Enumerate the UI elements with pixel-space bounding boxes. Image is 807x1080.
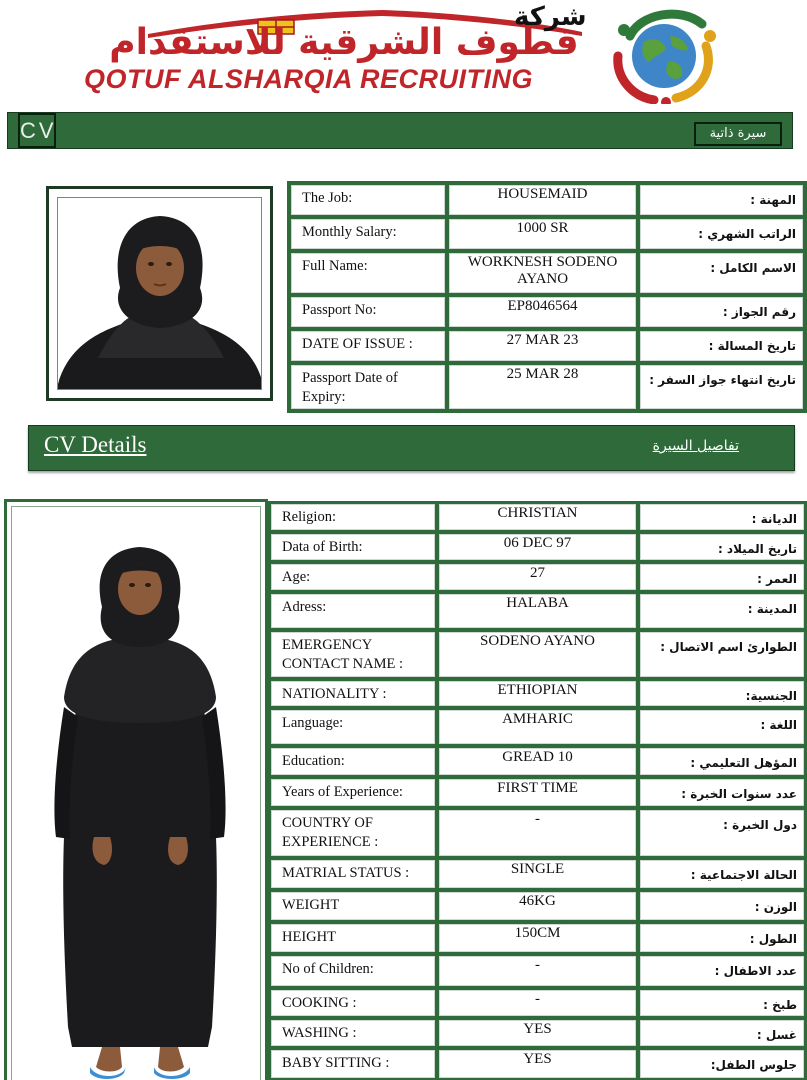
summary-value: WORKNESH SODENO AYANO bbox=[449, 253, 636, 293]
details-label-english: NATIONALITY : bbox=[271, 681, 435, 706]
details-value: CHRISTIAN bbox=[439, 504, 636, 530]
details-value: GREAD 10 bbox=[439, 748, 636, 775]
summary-label-arabic: رقم الجواز : bbox=[640, 297, 803, 327]
details-value: HALABA bbox=[439, 594, 636, 628]
portrait-photo bbox=[57, 197, 262, 390]
details-row bbox=[268, 810, 807, 858]
details-label-english: HEIGHT bbox=[271, 924, 435, 952]
details-label-arabic: الجنسية: bbox=[640, 681, 804, 706]
logo-arabic-name: قطوف الشرقية للاستقدام bbox=[109, 22, 579, 63]
summary-value: EP8046564 bbox=[449, 297, 636, 327]
details-value: 06 DEC 97 bbox=[439, 534, 636, 560]
summary-value: 25 MAR 28 bbox=[449, 365, 636, 409]
summary-value: 27 MAR 23 bbox=[449, 331, 636, 361]
details-value: - bbox=[439, 956, 636, 986]
details-value: SODENO AYANO bbox=[439, 632, 636, 677]
details-label-english: Education: bbox=[271, 748, 435, 775]
company-logo bbox=[66, 0, 726, 104]
summary-row bbox=[287, 365, 807, 411]
details-label-english: WASHING : bbox=[271, 1020, 435, 1046]
details-row bbox=[268, 1050, 807, 1080]
details-label-arabic: الحالة الاجتماعية : bbox=[640, 860, 804, 888]
details-value: ETHIOPIAN bbox=[439, 681, 636, 706]
summary-label-english: DATE OF ISSUE : bbox=[291, 331, 445, 361]
summary-label-arabic: الراتب الشهري : bbox=[640, 219, 803, 249]
cv-title-english: CV bbox=[18, 113, 56, 148]
summary-row bbox=[287, 297, 807, 329]
details-value: YES bbox=[439, 1050, 636, 1078]
details-value: 150CM bbox=[439, 924, 636, 952]
summary-value: HOUSEMAID bbox=[449, 185, 636, 215]
details-label-english: Data of Birth: bbox=[271, 534, 435, 560]
details-value: AMHARIC bbox=[439, 710, 636, 744]
details-label-english: Religion: bbox=[271, 504, 435, 530]
details-row bbox=[268, 892, 807, 922]
details-label-arabic: الديانة : bbox=[640, 504, 804, 530]
details-label-english: EMERGENCY CONTACT NAME : bbox=[271, 632, 435, 677]
details-label-arabic: دول الخبرة : bbox=[640, 810, 804, 856]
details-value: 46KG bbox=[439, 892, 636, 920]
details-label-arabic: عدد الاطفال : bbox=[640, 956, 804, 986]
full-body-photo bbox=[11, 506, 261, 1080]
cv-details-title-arabic: تفاصيل السيرة bbox=[652, 438, 739, 454]
details-row bbox=[268, 594, 807, 630]
details-label-arabic: الطوارئ اسم الاتصال : bbox=[640, 632, 804, 677]
details-label-arabic: الطول : bbox=[640, 924, 804, 952]
details-value: SINGLE bbox=[439, 860, 636, 888]
details-label-english: MATRIAL STATUS : bbox=[271, 860, 435, 888]
details-value: 27 bbox=[439, 564, 636, 590]
summary-row bbox=[287, 253, 807, 295]
details-label-arabic: المدينة : bbox=[640, 594, 804, 628]
details-row bbox=[268, 924, 807, 954]
details-label-english: COUNTRY OF EXPERIENCE : bbox=[271, 810, 435, 856]
details-label-english: Adress: bbox=[271, 594, 435, 628]
summary-row bbox=[287, 185, 807, 217]
details-value: FIRST TIME bbox=[439, 779, 636, 806]
details-row bbox=[268, 504, 807, 532]
summary-label-english: Passport No: bbox=[291, 297, 445, 327]
summary-row bbox=[287, 331, 807, 363]
summary-label-arabic: الاسم الكامل : bbox=[640, 253, 803, 293]
summary-label-english: Passport Date of Expiry: bbox=[291, 365, 445, 409]
details-label-english: COOKING : bbox=[271, 990, 435, 1016]
details-row bbox=[268, 956, 807, 988]
portrait-photo-frame bbox=[46, 186, 273, 401]
details-row bbox=[268, 748, 807, 777]
cv-title-arabic: سيرة ذاتية bbox=[694, 122, 782, 146]
details-label-arabic: العمر : bbox=[640, 564, 804, 590]
portrait-person-icon bbox=[58, 198, 262, 390]
details-label-arabic: جلوس الطفل: bbox=[640, 1050, 804, 1078]
details-label-english: Years of Experience: bbox=[271, 779, 435, 806]
full-body-person-icon bbox=[12, 507, 261, 1080]
logo-arabic-company-word: شركة bbox=[514, 2, 587, 32]
details-row bbox=[268, 681, 807, 708]
details-value: - bbox=[439, 810, 636, 856]
details-label-arabic: الوزن : bbox=[640, 892, 804, 920]
summary-table bbox=[287, 181, 807, 413]
details-label-arabic: اللغة : bbox=[640, 710, 804, 744]
summary-label-english: Full Name: bbox=[291, 253, 445, 293]
details-row bbox=[268, 534, 807, 562]
details-row bbox=[268, 710, 807, 746]
details-label-english: No of Children: bbox=[271, 956, 435, 986]
details-value: - bbox=[439, 990, 636, 1016]
details-label-english: BABY SITTING : bbox=[271, 1050, 435, 1078]
details-row bbox=[268, 1020, 807, 1048]
summary-label-english: Monthly Salary: bbox=[291, 219, 445, 249]
details-label-english: WEIGHT bbox=[271, 892, 435, 920]
logo-english-name: QOTUF ALSHARQIA RECRUITING bbox=[84, 64, 533, 94]
details-value: YES bbox=[439, 1020, 636, 1046]
details-row bbox=[268, 990, 807, 1018]
details-label-english: Age: bbox=[271, 564, 435, 590]
globe-icon bbox=[610, 6, 720, 104]
summary-row bbox=[287, 219, 807, 251]
details-label-arabic: طبخ : bbox=[640, 990, 804, 1016]
summary-label-arabic: تاريخ انتهاء جواز السفر : bbox=[640, 365, 803, 409]
details-label-arabic: تاريخ الميلاد : bbox=[640, 534, 804, 560]
summary-label-english: The Job: bbox=[291, 185, 445, 215]
details-row bbox=[268, 632, 807, 679]
summary-label-arabic: تاريخ المسالة : bbox=[640, 331, 803, 361]
details-label-arabic: غسل : bbox=[640, 1020, 804, 1046]
cv-title-bar bbox=[7, 112, 793, 149]
details-row bbox=[268, 860, 807, 890]
cv-details-title-english: CV Details bbox=[44, 432, 147, 457]
details-label-arabic: عدد سنوات الخبرة : bbox=[640, 779, 804, 806]
details-row bbox=[268, 564, 807, 592]
details-table bbox=[268, 501, 807, 1080]
cv-details-bar bbox=[28, 425, 795, 471]
full-body-photo-frame bbox=[4, 499, 268, 1080]
summary-value: 1000 SR bbox=[449, 219, 636, 249]
details-label-arabic: المؤهل التعليمي : bbox=[640, 748, 804, 775]
summary-label-arabic: المهنة : bbox=[640, 185, 803, 215]
details-row bbox=[268, 779, 807, 808]
details-label-english: Language: bbox=[271, 710, 435, 744]
